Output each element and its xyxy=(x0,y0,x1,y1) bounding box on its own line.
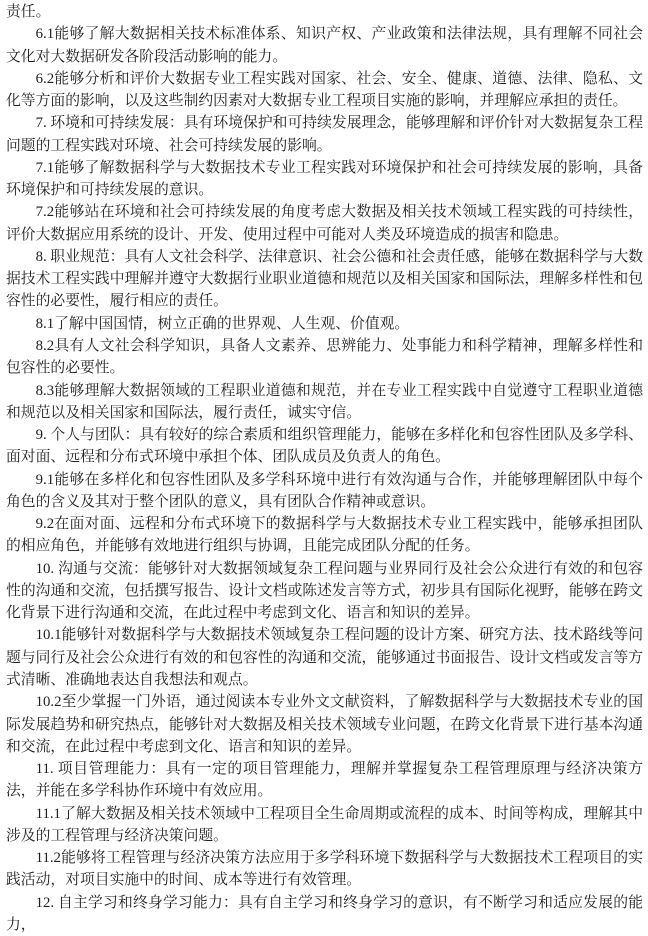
paragraph-continuation: 责任。 xyxy=(6,4,51,20)
paragraph: 8. 职业规范：具有人文社会科学、法律意识、社会公德和社会责任感，能够在数据科学与大数据技术工程实践中理解并遵守大数据行业职业道德和规范以及相关国家和国际法，理解多样性和包容性的必要性，履行相应的责任。 xyxy=(6,248,643,310)
paragraph: 6.1能够了解大数据相关技术标准体系、知识产权、产业政策和法律法规，具有理解不同社会文化对大数据研发各阶段活动影响的能力。 xyxy=(6,26,643,65)
paragraph: 9.1能够在多样化和包容性团队及多学科环境中进行有效沟通与合作，并能够理解团队中每个角色的含义及其对于整个团队的意义，具有团队合作精神或意识。 xyxy=(6,471,643,510)
paragraph: 7.2能够站在环境和社会可持续发展的角度考虑大数据及相关技术领域工程实践的可持续性，评价大数据应用系统的设计、开发、使用过程中可能对人类及环境造成的损害和隐患。 xyxy=(6,204,643,243)
paragraph: 9.2在面对面、远程和分布式环境下的数据科学与大数据技术专业工程实践中，能够承担团队的相应角色，并能够有效地进行组织与协调，且能完成团队分配的任务。 xyxy=(6,516,643,555)
paragraph: 8.3能够理解大数据领域的工程职业道德和规范，并在专业工程实践中自觉遵守工程职业道德和规范以及相关国家和国际法，履行责任，诚实守信。 xyxy=(6,382,643,421)
paragraph: 6.2能够分析和评价大数据专业工程实践对国家、社会、安全、健康、道德、法律、隐私、文化等方面的影响，以及这些制约因素对大数据专业工程项目实施的影响，并理解应承担的责任。 xyxy=(6,70,643,110)
paragraph: 11.1了解大数据及相关技术领域中工程项目全生命周期或流程的成本、时间等构成，理解其中涉及的工程管理与经济决策问题。 xyxy=(6,805,643,844)
paragraph: 8.2具有人文社会科学知识，具备人文素养、思辨能力、处事能力和科学精神，理解多样性和包容性的必要性。 xyxy=(6,337,643,377)
paragraph: 11. 项目管理能力：具有一定的项目管理能力，理解并掌握复杂工程管理原理与经济决策方法，并能在多学科协作环境中有效应用。 xyxy=(6,761,643,800)
document-body xyxy=(6,23,643,936)
paragraph: 10. 沟通与交流：能够针对大数据领域复杂工程问题与业界同行及社会公众进行有效的和包容性的沟通和交流，包括撰写报告、设计文档或陈述发言等方式，初步具有国际化视野，能够在跨文化背景下进行沟通和交流，在此过程中考虑到文化、语言和知识的差异。 xyxy=(6,560,643,622)
paragraph: 7. 环境和可持续发展：具有环境保护和可持续发展理念，能够理解和评价针对大数据复杂工程问题的工程实践对环境、社会可持续发展的影响。 xyxy=(6,115,643,154)
paragraph: 7.1能够了解数据科学与大数据技术专业工程实践对环境保护和社会可持续发展的影响，具备环境保护和可持续发展的意识。 xyxy=(6,159,643,199)
paragraph: 10.2至少掌握一门外语，通过阅读本专业外文文献资料，了解数据科学与大数据技术专业的国际发展趋势和研究热点，能够针对大数据及相关技术领域专业问题，在跨文化背景下进行基本沟通和交流，在此过程中考虑到文化、语言和知识的差异。 xyxy=(6,694,643,755)
paragraph: 10.1能够针对数据科学与大数据技术领域复杂工程问题的设计方案、研究方法、技术路线等问题与同行及社会公众进行有效的和包容性的沟通和交流，能够通过书面报告、设计文档或发言等方式清晰、准确地表达自我想法和观点。 xyxy=(6,627,643,688)
paragraph: 8.1了解中国国情，树立正确的世界观、人生观、价值观。 xyxy=(35,315,410,332)
paragraph: 9. 个人与团队：具有较好的综合素质和组织管理能力，能够在多样化和包容性团队及多学科、面对面、远程和分布式环境中承担个体、团队成员及负责人的角色。 xyxy=(6,427,643,466)
paragraph: 11.2能够将工程管理与经济决策方法应用于多学科环境下数据科学与大数据技术工程项目的实践活动，对项目实施中的时间、成本等进行有效管理。 xyxy=(6,850,643,889)
paragraph: 12. 自主学习和终身学习能力：具有自主学习和终身学习的意识，有不断学习和适应发展的能力， xyxy=(6,894,643,933)
